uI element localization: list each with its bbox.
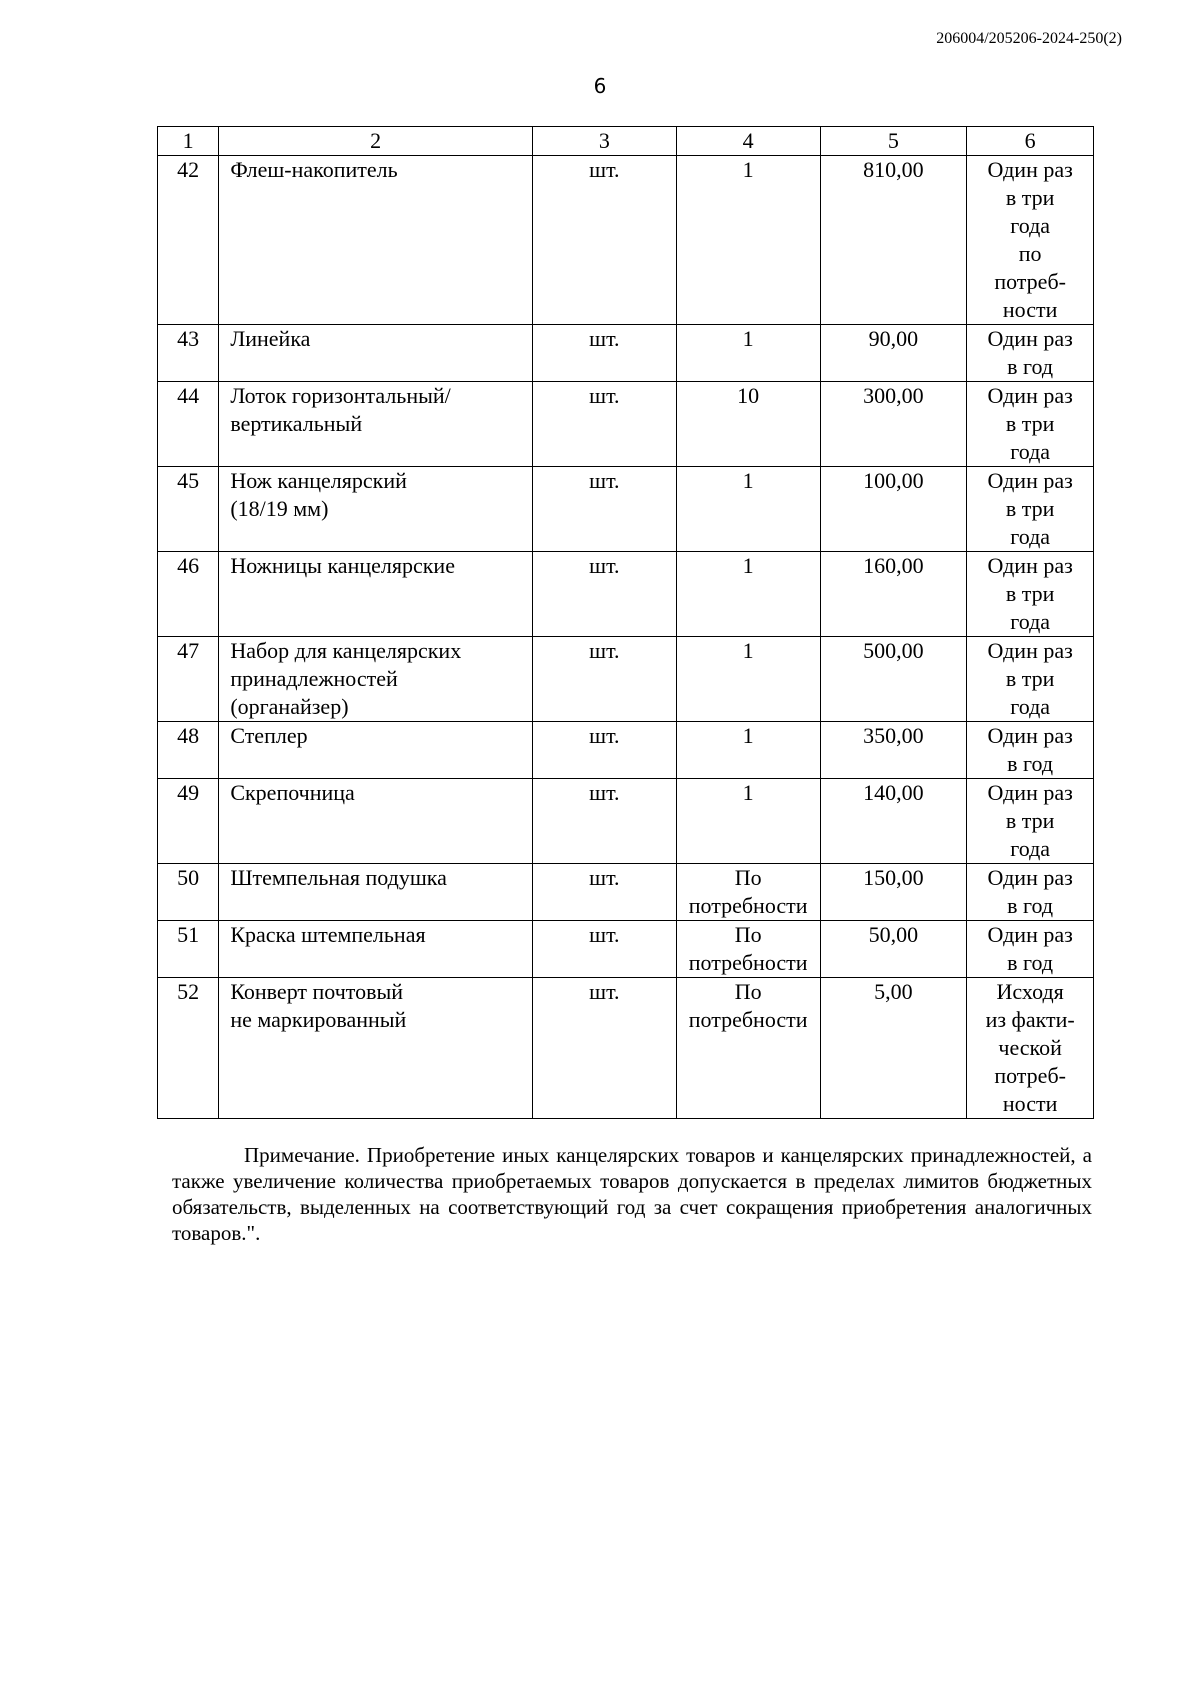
price-cell: 810,00 — [820, 156, 967, 325]
item-name-cell: Флеш-накопитель — [219, 156, 533, 325]
period-cell: Один раз в год — [967, 921, 1094, 978]
quantity-cell: 10 — [676, 382, 820, 467]
unit-cell: шт. — [532, 325, 676, 382]
header-cell-4: 4 — [676, 127, 820, 156]
price-cell: 300,00 — [820, 382, 967, 467]
header-cell-6: 6 — [967, 127, 1094, 156]
table-row — [158, 978, 1094, 1119]
quantity-cell: 1 — [676, 779, 820, 864]
price-cell: 500,00 — [820, 637, 967, 722]
price-cell: 50,00 — [820, 921, 967, 978]
row-number-cell: 50 — [158, 864, 219, 921]
items-table — [157, 126, 1094, 1119]
row-number-cell: 52 — [158, 978, 219, 1119]
price-cell: 140,00 — [820, 779, 967, 864]
table-row — [158, 864, 1094, 921]
item-name-cell: Линейка — [219, 325, 533, 382]
unit-cell: шт. — [532, 382, 676, 467]
header-cell-2: 2 — [219, 127, 533, 156]
item-name-cell: Лоток горизонтальный/ вертикальный — [219, 382, 533, 467]
quantity-cell: По потребности — [676, 864, 820, 921]
header-cell-3: 3 — [532, 127, 676, 156]
period-cell: Один раз в год — [967, 864, 1094, 921]
unit-cell: шт. — [532, 978, 676, 1119]
row-number-cell: 45 — [158, 467, 219, 552]
item-name-cell: Нож канцелярский (18/19 мм) — [219, 467, 533, 552]
item-name-cell: Штемпельная подушка — [219, 864, 533, 921]
item-name-cell: Краска штемпельная — [219, 921, 533, 978]
price-cell: 150,00 — [820, 864, 967, 921]
quantity-cell: По потребности — [676, 978, 820, 1119]
period-cell: Один раз в три года — [967, 552, 1094, 637]
row-number-cell: 49 — [158, 779, 219, 864]
unit-cell: шт. — [532, 156, 676, 325]
unit-cell: шт. — [532, 921, 676, 978]
item-name-cell: Конверт почтовый не маркированный — [219, 978, 533, 1119]
row-number-cell: 48 — [158, 722, 219, 779]
table-row — [158, 637, 1094, 722]
table-row — [158, 552, 1094, 637]
quantity-cell: 1 — [676, 722, 820, 779]
item-name-cell: Степлер — [219, 722, 533, 779]
price-cell: 160,00 — [820, 552, 967, 637]
header-cell-1: 1 — [158, 127, 219, 156]
quantity-cell: 1 — [676, 552, 820, 637]
period-cell: Один раз в три года по потреб- ности — [967, 156, 1094, 325]
table-row — [158, 467, 1094, 552]
row-number-cell: 44 — [158, 382, 219, 467]
period-cell: Один раз в год — [967, 722, 1094, 779]
quantity-cell: По потребности — [676, 921, 820, 978]
table-row — [158, 156, 1094, 325]
quantity-cell: 1 — [676, 637, 820, 722]
table-row — [158, 779, 1094, 864]
page-number: 6 — [593, 74, 607, 98]
period-cell: Один раз в три года — [967, 467, 1094, 552]
unit-cell: шт. — [532, 467, 676, 552]
quantity-cell: 1 — [676, 467, 820, 552]
item-name-cell: Набор для канцелярских принадлежностей (органайзер) — [219, 637, 533, 722]
price-cell: 350,00 — [820, 722, 967, 779]
unit-cell: шт. — [532, 779, 676, 864]
table-row — [158, 325, 1094, 382]
price-cell: 100,00 — [820, 467, 967, 552]
table-row — [158, 382, 1094, 467]
document-number: 206004/205206-2024-250(2) — [936, 30, 1122, 47]
period-cell: Один раз в три года — [967, 637, 1094, 722]
item-name-cell: Скрепочница — [219, 779, 533, 864]
row-number-cell: 51 — [158, 921, 219, 978]
table-header-row — [158, 127, 1094, 156]
unit-cell: шт. — [532, 552, 676, 637]
table-row — [158, 722, 1094, 779]
price-cell: 5,00 — [820, 978, 967, 1119]
row-number-cell: 43 — [158, 325, 219, 382]
period-cell: Исходя из факти- ческой потреб- ности — [967, 978, 1094, 1119]
quantity-cell: 1 — [676, 325, 820, 382]
row-number-cell: 46 — [158, 552, 219, 637]
period-cell: Один раз в год — [967, 325, 1094, 382]
row-number-cell: 42 — [158, 156, 219, 325]
item-name-cell: Ножницы канцелярские — [219, 552, 533, 637]
unit-cell: шт. — [532, 864, 676, 921]
unit-cell: шт. — [532, 722, 676, 779]
period-cell: Один раз в три года — [967, 779, 1094, 864]
price-cell: 90,00 — [820, 325, 967, 382]
table-row — [158, 921, 1094, 978]
period-cell: Один раз в три года — [967, 382, 1094, 467]
row-number-cell: 47 — [158, 637, 219, 722]
quantity-cell: 1 — [676, 156, 820, 325]
unit-cell: шт. — [532, 637, 676, 722]
header-cell-5: 5 — [820, 127, 967, 156]
note-paragraph: Примечание. Приобретение иных канцелярских товаров и канцелярских принадлежностей, а также увеличение количества приобретаемых товаров допускается в пределах лимитов бюджетных обязательств, выделенных на соответствующий год за счет сокращения приобретения аналогичных товаров.". — [172, 1143, 1092, 1245]
